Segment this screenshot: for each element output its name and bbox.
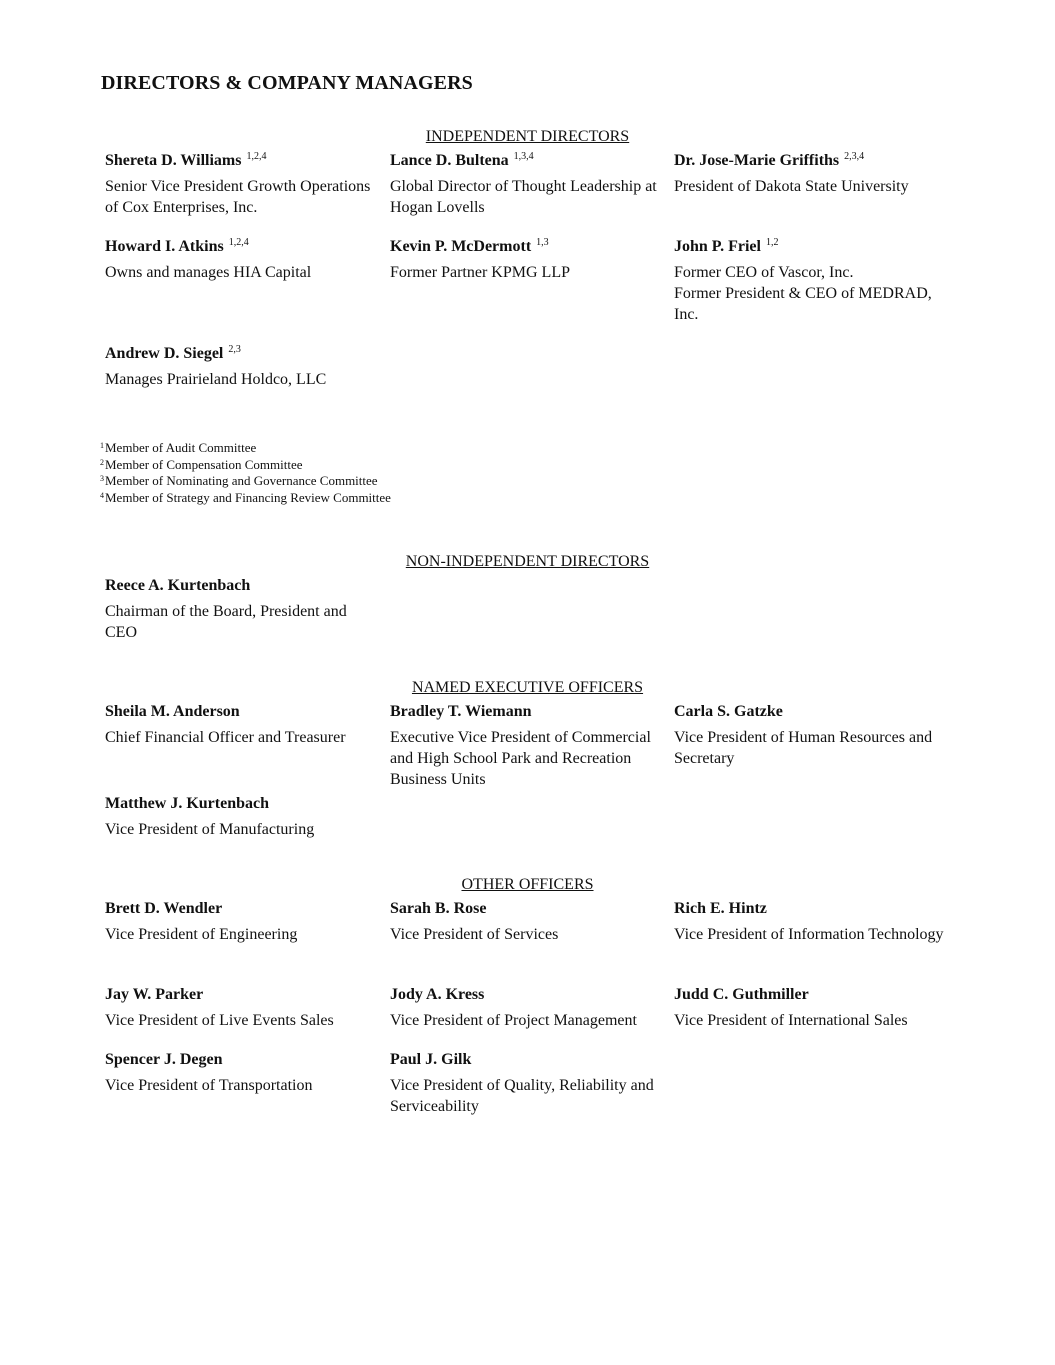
officer-entry xyxy=(390,985,672,1031)
footnote: $^2$Member of Compensation Committee xyxy=(100,456,303,472)
footnote: $^3$Member of Nominating and Governance Committee xyxy=(100,473,378,488)
officer-name: Carla S. Gatzke xyxy=(674,703,783,720)
officer-entry xyxy=(105,899,387,945)
director-name: John P. Friel $^{1,2}$ xyxy=(674,237,779,255)
officer-entry xyxy=(105,702,387,748)
director-entry xyxy=(105,344,387,390)
officer-title: Vice President of Transportation xyxy=(105,1077,313,1094)
committee-footnotes xyxy=(100,440,391,506)
non-independent-directors-heading: NON-INDEPENDENT DIRECTORS xyxy=(405,553,650,570)
director-entry xyxy=(674,237,956,325)
officer-title: Vice President of Quality, Reliability and Serviceability xyxy=(390,1077,654,1115)
named-executive-officers-heading: NAMED EXECUTIVE OFFICERS xyxy=(411,679,644,696)
officer-name: Judd C. Guthmiller xyxy=(674,986,809,1003)
director-name: Kevin P. McDermott $^{1,3}$ xyxy=(390,237,549,255)
officer-title: Vice President of Information Technology xyxy=(674,926,944,943)
page-title: DIRECTORS & COMPANY MANAGERS xyxy=(101,72,473,94)
officer-title: Chief Financial Officer and Treasurer xyxy=(105,729,346,746)
officer-name: Matthew J. Kurtenbach xyxy=(105,795,269,812)
director-entry xyxy=(390,237,672,283)
officer-entry xyxy=(390,899,672,945)
officer-title: Vice President of Project Management xyxy=(390,1012,637,1029)
officer-entry xyxy=(674,899,956,945)
officer-name: Sarah B. Rose xyxy=(390,900,487,917)
officer-title: Vice President of Engineering xyxy=(105,926,298,943)
officer-entry xyxy=(105,1050,387,1096)
officer-title: Vice President of Live Events Sales xyxy=(105,1012,334,1029)
officer-title: Executive Vice President of Commercial and High School Park and Recreation Business Units xyxy=(390,729,651,788)
committee-superscript: 1,3 xyxy=(536,237,549,248)
committee-superscript: 1,2,4 xyxy=(228,237,249,248)
committee-superscript: 2,3,4 xyxy=(844,151,865,162)
officer-name: Jody A. Kress xyxy=(390,986,485,1003)
committee-superscript: 2,3 xyxy=(228,344,241,355)
officer-entry xyxy=(390,702,672,790)
director-role: Former CEO of Vascor, Inc. xyxy=(674,264,854,281)
director-name: Howard I. Atkins $^{1,2,4}$ xyxy=(105,237,249,255)
officer-title: Vice President of International Sales xyxy=(674,1012,908,1029)
officer-entry xyxy=(390,1050,672,1117)
officer-name: Bradley T. Wiemann xyxy=(390,703,532,720)
director-entry xyxy=(390,151,672,218)
director-role-secondary: Former President & CEO of MEDRAD, Inc. xyxy=(674,285,932,323)
director-role: Senior Vice President Growth Operations of Cox Enterprises, Inc. xyxy=(105,178,371,216)
officer-name: Sheila M. Anderson xyxy=(105,703,240,720)
director-role: Global Director of Thought Leadership at Hogan Lovells xyxy=(390,178,657,216)
director-entry xyxy=(105,151,387,218)
officer-title: Vice President of Services xyxy=(390,926,559,943)
director-entry xyxy=(674,151,956,197)
director-role: Former Partner KPMG LLP xyxy=(390,264,570,281)
officer-entry xyxy=(674,702,956,769)
officer-entry xyxy=(105,985,387,1031)
director-role: President of Dakota State University xyxy=(674,178,909,195)
director-role: Chairman of the Board, President and CEO xyxy=(105,603,347,641)
other-officers-heading: OTHER OFFICERS xyxy=(461,876,594,893)
director-name: Andrew D. Siegel $^{2,3}$ xyxy=(105,344,241,362)
officer-entry xyxy=(105,794,387,840)
officer-entry xyxy=(674,985,956,1031)
footnote: $^1$Member of Audit Committee xyxy=(100,440,257,455)
committee-superscript: 1,2 xyxy=(765,237,779,248)
director-entry xyxy=(105,576,375,643)
director-name: Reece A. Kurtenbach xyxy=(105,577,251,594)
director-name: Shereta D. Williams $^{1,2,4}$ xyxy=(105,151,267,169)
officer-name: Jay W. Parker xyxy=(105,986,204,1003)
director-entry xyxy=(105,237,387,283)
director-role: Manages Prairieland Holdco, LLC xyxy=(105,371,327,388)
committee-superscript: 1,3,4 xyxy=(513,151,534,162)
officer-name: Brett D. Wendler xyxy=(105,900,223,917)
officer-name: Rich E. Hintz xyxy=(674,900,767,917)
director-name: Dr. Jose-Marie Griffiths $^{2,3,4}$ xyxy=(674,151,865,169)
footnote: $^4$Member of Strategy and Financing Review Committee xyxy=(100,489,391,505)
officer-name: Spencer J. Degen xyxy=(105,1051,223,1068)
independent-directors-heading: INDEPENDENT DIRECTORS xyxy=(425,128,630,145)
director-role: Owns and manages HIA Capital xyxy=(105,264,312,281)
officer-title: Vice President of Human Resources and Secretary xyxy=(674,729,933,767)
officer-title: Vice President of Manufacturing xyxy=(105,821,315,838)
committee-superscript: 1,2,4 xyxy=(246,151,267,162)
officer-name: Paul J. Gilk xyxy=(390,1051,472,1068)
director-name: Lance D. Bultena $^{1,3,4}$ xyxy=(390,151,534,169)
